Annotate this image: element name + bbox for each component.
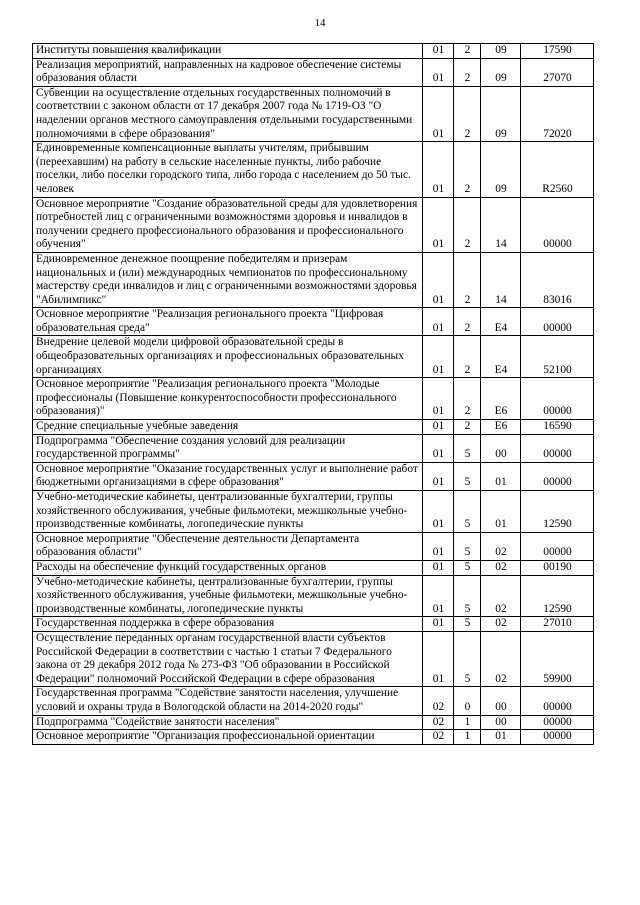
- expense-code-cell: 16590: [521, 420, 594, 435]
- table-row: [33, 687, 594, 715]
- activity-code-cell: 00: [481, 715, 521, 730]
- table-row: [33, 142, 594, 197]
- activity-code-cell: E6: [481, 378, 521, 420]
- section-code-cell: 01: [423, 575, 454, 617]
- table-row: [33, 715, 594, 730]
- expense-code-cell: R2560: [521, 142, 594, 197]
- expense-code-cell: 00000: [521, 378, 594, 420]
- expense-code-cell: 52100: [521, 336, 594, 378]
- expense-code-cell: 00000: [521, 308, 594, 336]
- activity-code-cell: 02: [481, 560, 521, 575]
- table-row: [33, 252, 594, 307]
- section-code-cell: 01: [423, 462, 454, 490]
- expense-code-cell: 59900: [521, 631, 594, 686]
- table-row: [33, 336, 594, 378]
- expense-code-cell: 00000: [521, 730, 594, 745]
- section-code-cell: 01: [423, 532, 454, 560]
- activity-code-cell: E4: [481, 336, 521, 378]
- table-row: [33, 378, 594, 420]
- table-row: [33, 575, 594, 617]
- expense-code-cell: 27010: [521, 617, 594, 632]
- row-name-cell: Подпрограмма "Содействие занятости населения": [33, 715, 423, 730]
- row-name-cell: Основное мероприятие "Создание образовательной среды для удовлетворения потребностей лиц с ограниченными возможностями здоровья и инвалидов в получении среднего профессионального образования и профессионального обучения": [33, 197, 423, 252]
- row-name-cell: Единовременные компенсационные выплаты учителям, прибывшим (переехавшим) на работу в сельские населенные пункты, либо рабочие поселки, либо поселки городского типа, либо города с населением до 50 тыс. человек: [33, 142, 423, 197]
- activity-code-cell: 01: [481, 491, 521, 533]
- subprogram-code-cell: 5: [454, 575, 481, 617]
- section-code-cell: 01: [423, 336, 454, 378]
- row-name-cell: Реализация мероприятий, направленных на кадровое обеспечение системы образования области: [33, 58, 423, 86]
- section-code-cell: 01: [423, 631, 454, 686]
- section-code-cell: 01: [423, 197, 454, 252]
- activity-code-cell: 02: [481, 575, 521, 617]
- subprogram-code-cell: 2: [454, 197, 481, 252]
- table-row: [33, 197, 594, 252]
- row-name-cell: Основное мероприятие "Реализация регионального проекта "Молодые профессионалы (Повышение конкурентоспособности профессионального образования)": [33, 378, 423, 420]
- row-name-cell: Основное мероприятие "Организация профессиональной ориентации: [33, 730, 423, 745]
- expense-code-cell: 00000: [521, 715, 594, 730]
- expense-code-cell: 27070: [521, 58, 594, 86]
- subprogram-code-cell: 2: [454, 420, 481, 435]
- section-code-cell: 01: [423, 252, 454, 307]
- expense-code-cell: 00000: [521, 434, 594, 462]
- budget-classification-table: [32, 43, 594, 745]
- table-body: [33, 44, 594, 745]
- row-name-cell: Основное мероприятие "Обеспечение деятельности Департамента образования области": [33, 532, 423, 560]
- expense-code-cell: 72020: [521, 86, 594, 141]
- activity-code-cell: 09: [481, 86, 521, 141]
- table-row: [33, 532, 594, 560]
- subprogram-code-cell: 0: [454, 687, 481, 715]
- row-name-cell: Основное мероприятие "Реализация регионального проекта "Цифровая образовательная среда": [33, 308, 423, 336]
- expense-code-cell: 00190: [521, 560, 594, 575]
- subprogram-code-cell: 5: [454, 631, 481, 686]
- section-code-cell: 01: [423, 86, 454, 141]
- table-row: [33, 730, 594, 745]
- section-code-cell: 01: [423, 142, 454, 197]
- row-name-cell: Государственная программа "Содействие занятости населения, улучшение условий и охраны труда в Вологодской области на 2014-2020 годы": [33, 687, 423, 715]
- subprogram-code-cell: 2: [454, 336, 481, 378]
- section-code-cell: 01: [423, 617, 454, 632]
- row-name-cell: Институты повышения квалификации: [33, 44, 423, 59]
- subprogram-code-cell: 1: [454, 715, 481, 730]
- subprogram-code-cell: 5: [454, 560, 481, 575]
- table-row: [33, 308, 594, 336]
- section-code-cell: 01: [423, 378, 454, 420]
- table-row: [33, 631, 594, 686]
- activity-code-cell: 02: [481, 617, 521, 632]
- table-row: [33, 617, 594, 632]
- expense-code-cell: 00000: [521, 197, 594, 252]
- activity-code-cell: 09: [481, 44, 521, 59]
- row-name-cell: Учебно-методические кабинеты, централизованные бухгалтерии, группы хозяйственного обслуживания, учебные фильмотеки, межшкольные учебно-производственные комбинаты, логопедические пункты: [33, 575, 423, 617]
- activity-code-cell: 00: [481, 687, 521, 715]
- subprogram-code-cell: 5: [454, 532, 481, 560]
- activity-code-cell: 14: [481, 197, 521, 252]
- table-row: [33, 462, 594, 490]
- table-row: [33, 434, 594, 462]
- section-code-cell: 01: [423, 308, 454, 336]
- subprogram-code-cell: 2: [454, 44, 481, 59]
- row-name-cell: Расходы на обеспечение функций государственных органов: [33, 560, 423, 575]
- row-name-cell: Государственная поддержка в сфере образования: [33, 617, 423, 632]
- activity-code-cell: 02: [481, 532, 521, 560]
- activity-code-cell: 00: [481, 434, 521, 462]
- section-code-cell: 01: [423, 44, 454, 59]
- subprogram-code-cell: 1: [454, 730, 481, 745]
- subprogram-code-cell: 2: [454, 252, 481, 307]
- activity-code-cell: 02: [481, 631, 521, 686]
- page-number: 14: [314, 17, 326, 29]
- table-row: [33, 58, 594, 86]
- activity-code-cell: E4: [481, 308, 521, 336]
- subprogram-code-cell: 2: [454, 142, 481, 197]
- expense-code-cell: 00000: [521, 462, 594, 490]
- subprogram-code-cell: 5: [454, 462, 481, 490]
- activity-code-cell: 01: [481, 730, 521, 745]
- row-name-cell: Субвенции на осуществление отдельных государственных полномочий в соответствии с законом области от 17 декабря 2007 года № 1719-ОЗ "О наделении органов местного самоуправления отдельными государственными полномочиями в сфере образования": [33, 86, 423, 141]
- row-name-cell: Средние специальные учебные заведения: [33, 420, 423, 435]
- expense-code-cell: 12590: [521, 491, 594, 533]
- expense-code-cell: 00000: [521, 687, 594, 715]
- expense-code-cell: 12590: [521, 575, 594, 617]
- section-code-cell: 01: [423, 434, 454, 462]
- subprogram-code-cell: 2: [454, 308, 481, 336]
- expense-code-cell: 83016: [521, 252, 594, 307]
- section-code-cell: 02: [423, 715, 454, 730]
- section-code-cell: 01: [423, 58, 454, 86]
- activity-code-cell: 14: [481, 252, 521, 307]
- row-name-cell: Осуществление переданных органам государственной власти субъектов Российской Федерации в соответствии с частью 1 статьи 7 Федерального закона от 29 декабря 2012 года № 273-ФЗ "Об образовании в Российской Федерации" полномочий Российской Федерации в сфере образования: [33, 631, 423, 686]
- subprogram-code-cell: 2: [454, 86, 481, 141]
- activity-code-cell: 01: [481, 462, 521, 490]
- row-name-cell: Внедрение целевой модели цифровой образовательной среды в общеобразовательных организациях и профессиональных образовательных организациях: [33, 336, 423, 378]
- table-row: [33, 560, 594, 575]
- activity-code-cell: 09: [481, 58, 521, 86]
- section-code-cell: 02: [423, 687, 454, 715]
- expense-code-cell: 00000: [521, 532, 594, 560]
- section-code-cell: 01: [423, 420, 454, 435]
- section-code-cell: 01: [423, 560, 454, 575]
- table-row: [33, 420, 594, 435]
- activity-code-cell: E6: [481, 420, 521, 435]
- subprogram-code-cell: 5: [454, 617, 481, 632]
- row-name-cell: Учебно-методические кабинеты, централизованные бухгалтерии, группы хозяйственного обслуживания, учебные фильмотеки, межшкольные учебно-производственные комбинаты, логопедические пункты: [33, 491, 423, 533]
- activity-code-cell: 09: [481, 142, 521, 197]
- row-name-cell: Основное мероприятие "Оказание государственных услуг и выполнение работ бюджетными организациями в сфере образования": [33, 462, 423, 490]
- row-name-cell: Единовременное денежное поощрение победителям и призерам национальных и (или) международных чемпионатов по профессиональному мастерству среди инвалидов и лиц с ограниченными возможностями здоровья "Абилимпикс": [33, 252, 423, 307]
- expense-code-cell: 17590: [521, 44, 594, 59]
- section-code-cell: 01: [423, 491, 454, 533]
- subprogram-code-cell: 5: [454, 491, 481, 533]
- subprogram-code-cell: 2: [454, 378, 481, 420]
- table-row: [33, 44, 594, 59]
- table-row: [33, 86, 594, 141]
- subprogram-code-cell: 2: [454, 58, 481, 86]
- table-row: [33, 491, 594, 533]
- section-code-cell: 02: [423, 730, 454, 745]
- subprogram-code-cell: 5: [454, 434, 481, 462]
- row-name-cell: Подпрограмма "Обеспечение создания условий для реализации государственной программы": [33, 434, 423, 462]
